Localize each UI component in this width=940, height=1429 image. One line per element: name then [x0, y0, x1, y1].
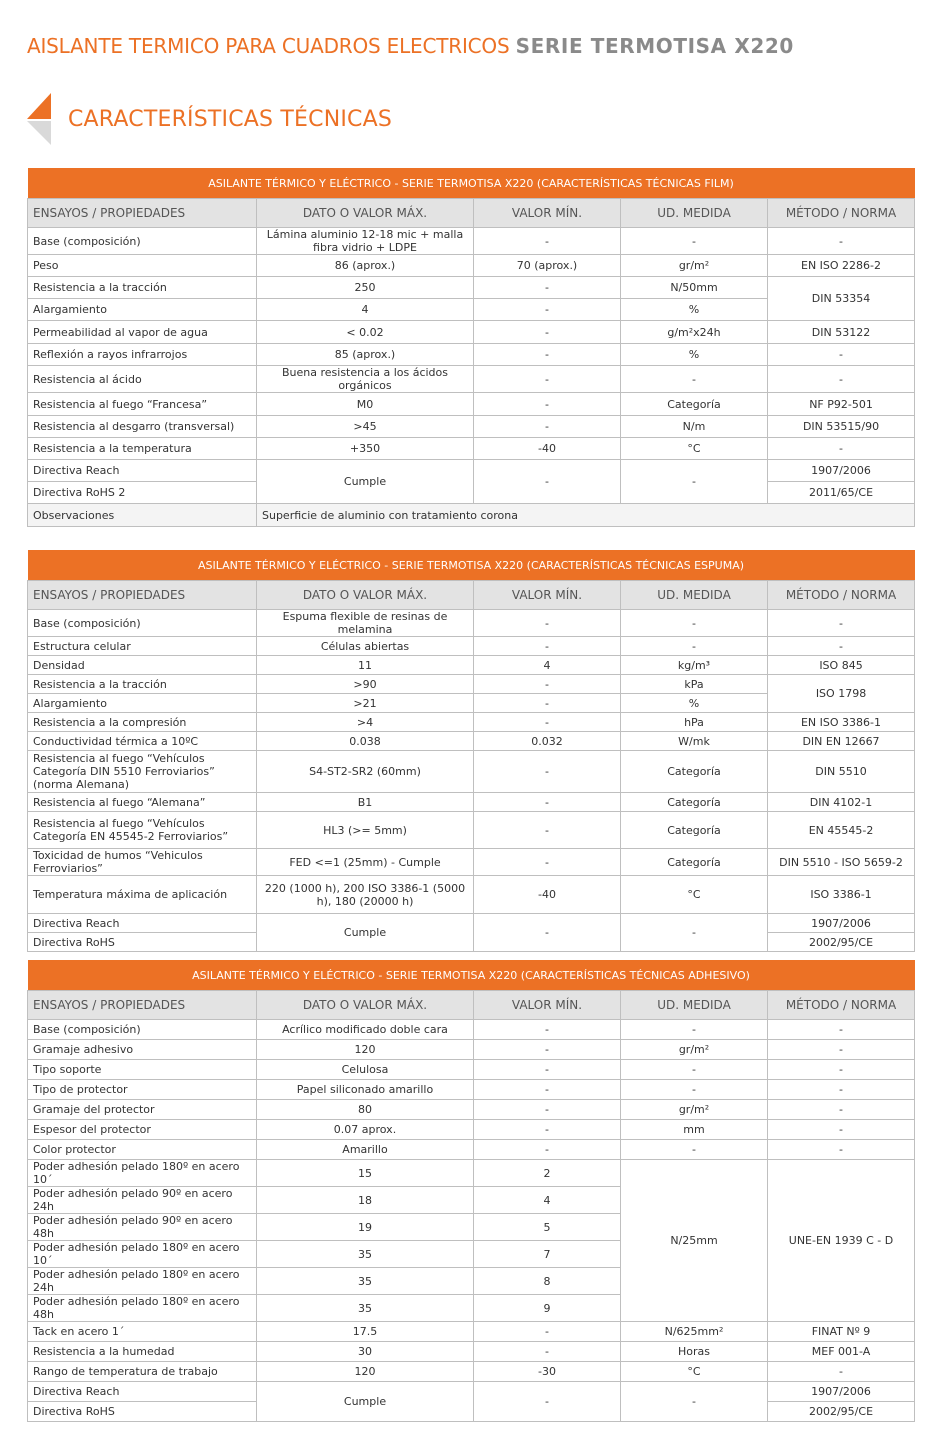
property-cell: Poder adhesión pelado 180º en acero 24h: [28, 1268, 257, 1295]
method-cell: -: [768, 228, 915, 255]
table-row: [28, 1040, 915, 1060]
property-cell: Tack en acero 1´: [28, 1322, 257, 1342]
value-min-cell: 5: [474, 1214, 621, 1241]
value-max-cell: Espuma flexible de resinas de melamina: [257, 610, 474, 637]
unit-cell: -: [621, 1382, 768, 1422]
property-cell: Resistencia al fuego “Vehículos Categoría EN 45545-2 Ferroviarios”: [28, 812, 257, 849]
unit-cell: Horas: [621, 1342, 768, 1362]
method-cell: 2002/95/CE: [768, 1402, 915, 1422]
column-header: DATO O VALOR MÁX.: [257, 991, 474, 1020]
value-min-cell: -40: [474, 876, 621, 914]
value-max-cell: HL3 (>= 5mm): [257, 812, 474, 849]
value-max-cell: M0: [257, 393, 474, 416]
property-cell: Alargamiento: [28, 694, 257, 713]
unit-cell: kPa: [621, 675, 768, 694]
header-title-series: SERIE TERMOTISA X220: [515, 34, 794, 58]
method-cell: 1907/2006: [768, 1382, 915, 1402]
table-row: [28, 460, 915, 482]
value-min-cell: -: [474, 1040, 621, 1060]
value-max-cell: 86 (aprox.): [257, 255, 474, 277]
table-row: [28, 1362, 915, 1382]
value-max-cell: 35: [257, 1241, 474, 1268]
value-max-cell: 11: [257, 656, 474, 675]
unit-cell: -: [621, 637, 768, 656]
column-header: ENSAYOS / PROPIEDADES: [28, 199, 257, 228]
method-cell: -: [768, 366, 915, 393]
method-cell: DIN EN 12667: [768, 732, 915, 751]
table-row: [28, 610, 915, 637]
value-max-cell: 30: [257, 1342, 474, 1362]
column-header: MÉTODO / NORMA: [768, 581, 915, 610]
value-min-cell: -: [474, 849, 621, 876]
property-cell: Gramaje adhesivo: [28, 1040, 257, 1060]
value-min-cell: -: [474, 1060, 621, 1080]
method-cell: -: [768, 1120, 915, 1140]
property-cell: Resistencia a la humedad: [28, 1342, 257, 1362]
unit-cell: kg/m³: [621, 656, 768, 675]
unit-cell: -: [621, 1020, 768, 1040]
unit-cell: %: [621, 694, 768, 713]
value-min-cell: -: [474, 277, 621, 299]
method-cell: -: [768, 1080, 915, 1100]
table-row: [28, 1020, 915, 1040]
property-cell: Resistencia al fuego “Vehículos Categoría DIN 5510 Ferroviarios” (norma Alemana): [28, 751, 257, 793]
column-header: MÉTODO / NORMA: [768, 199, 915, 228]
value-min-cell: -: [474, 344, 621, 366]
unit-cell: N/25mm: [621, 1160, 768, 1322]
unit-cell: -: [621, 1060, 768, 1080]
property-cell: Rango de temperatura de trabajo: [28, 1362, 257, 1382]
property-cell: Color protector: [28, 1140, 257, 1160]
property-cell: Poder adhesión pelado 180º en acero 10´: [28, 1241, 257, 1268]
table-row: [28, 321, 915, 344]
method-cell: -: [768, 1362, 915, 1382]
value-min-cell: -: [474, 299, 621, 321]
method-cell: DIN 53354: [768, 277, 915, 321]
method-cell: EN 45545-2: [768, 812, 915, 849]
property-cell: Espesor del protector: [28, 1120, 257, 1140]
spec-table-film: [27, 168, 915, 527]
value-max-cell: Lámina aluminio 12-18 mic + malla fibra vidrio + LDPE: [257, 228, 474, 255]
method-cell: EN ISO 2286-2: [768, 255, 915, 277]
value-max-cell: 17.5: [257, 1322, 474, 1342]
value-max-cell: 85 (aprox.): [257, 344, 474, 366]
unit-cell: -: [621, 228, 768, 255]
value-max-cell: +350: [257, 438, 474, 460]
property-cell: Base (composición): [28, 228, 257, 255]
value-min-cell: -: [474, 637, 621, 656]
value-max-cell: 35: [257, 1295, 474, 1322]
unit-cell: -: [621, 1080, 768, 1100]
method-cell: -: [768, 344, 915, 366]
unit-cell: -: [621, 366, 768, 393]
value-min-cell: -: [474, 751, 621, 793]
unit-cell: Categoría: [621, 751, 768, 793]
value-max-cell: Cumple: [257, 460, 474, 504]
property-cell: Directiva RoHS 2: [28, 482, 257, 504]
value-min-cell: -: [474, 228, 621, 255]
unit-cell: gr/m²: [621, 255, 768, 277]
value-min-cell: -: [474, 321, 621, 344]
method-cell: DIN 5510 - ISO 5659-2: [768, 849, 915, 876]
method-cell: DIN 5510: [768, 751, 915, 793]
value-max-cell: Acrílico modificado doble cara: [257, 1020, 474, 1040]
value-min-cell: 2: [474, 1160, 621, 1187]
value-min-cell: -30: [474, 1362, 621, 1382]
unit-cell: Categoría: [621, 393, 768, 416]
unit-cell: %: [621, 299, 768, 321]
value-max-cell: 120: [257, 1362, 474, 1382]
property-cell: Directiva Reach: [28, 1382, 257, 1402]
table-row: [28, 1160, 915, 1187]
property-cell: Toxicidad de humos “Vehiculos Ferroviarios”: [28, 849, 257, 876]
table-row: [28, 393, 915, 416]
value-min-cell: 70 (aprox.): [474, 255, 621, 277]
column-header: VALOR MÍN.: [474, 581, 621, 610]
table-row: [28, 277, 915, 299]
value-min-cell: -: [474, 416, 621, 438]
property-cell: Observaciones: [28, 504, 257, 527]
table-row: [28, 1322, 915, 1342]
table-row: [28, 1140, 915, 1160]
value-max-cell: >45: [257, 416, 474, 438]
value-max-cell: >21: [257, 694, 474, 713]
value-min-cell: -: [474, 914, 621, 952]
table-row: [28, 914, 915, 933]
unit-cell: -: [621, 1140, 768, 1160]
table-row: [28, 255, 915, 277]
value-max-cell: Buena resistencia a los ácidos orgánicos: [257, 366, 474, 393]
column-header: UD. MEDIDA: [621, 199, 768, 228]
method-cell: FINAT Nº 9: [768, 1322, 915, 1342]
method-cell: ISO 1798: [768, 675, 915, 713]
value-max-cell: 15: [257, 1160, 474, 1187]
table-row: [28, 1120, 915, 1140]
property-cell: Directiva Reach: [28, 914, 257, 933]
value-max-cell: 250: [257, 277, 474, 299]
table-row: [28, 228, 915, 255]
method-cell: -: [768, 438, 915, 460]
unit-cell: mm: [621, 1120, 768, 1140]
table-row: [28, 637, 915, 656]
property-cell: Poder adhesión pelado 180º en acero 10´: [28, 1160, 257, 1187]
column-header: MÉTODO / NORMA: [768, 991, 915, 1020]
value-max-cell: FED <=1 (25mm) - Cumple: [257, 849, 474, 876]
value-min-cell: -: [474, 393, 621, 416]
unit-cell: °C: [621, 876, 768, 914]
value-max-cell: 80: [257, 1100, 474, 1120]
table-row: [28, 793, 915, 812]
value-min-cell: -: [474, 1100, 621, 1120]
method-cell: -: [768, 1040, 915, 1060]
unit-cell: N/50mm: [621, 277, 768, 299]
unit-cell: gr/m²: [621, 1100, 768, 1120]
column-header: UD. MEDIDA: [621, 991, 768, 1020]
unit-cell: -: [621, 610, 768, 637]
unit-cell: g/m²x24h: [621, 321, 768, 344]
unit-cell: -: [621, 914, 768, 952]
property-cell: Resistencia a la tracción: [28, 675, 257, 694]
property-cell: Poder adhesión pelado 90º en acero 24h: [28, 1187, 257, 1214]
value-min-cell: -: [474, 366, 621, 393]
value-min-cell: -: [474, 610, 621, 637]
method-cell: UNE-EN 1939 C - D: [768, 1160, 915, 1322]
method-cell: NF P92-501: [768, 393, 915, 416]
value-max-cell: Celulosa: [257, 1060, 474, 1080]
value-max-cell: 120: [257, 1040, 474, 1060]
value-max-cell: >4: [257, 713, 474, 732]
property-cell: Resistencia a la temperatura: [28, 438, 257, 460]
unit-cell: gr/m²: [621, 1040, 768, 1060]
value-max-cell: < 0.02: [257, 321, 474, 344]
value-min-cell: 0.032: [474, 732, 621, 751]
property-cell: Resistencia al ácido: [28, 366, 257, 393]
method-cell: 2002/95/CE: [768, 933, 915, 952]
column-header: UD. MEDIDA: [621, 581, 768, 610]
observations-cell: Superficie de aluminio con tratamiento corona: [257, 504, 915, 527]
value-min-cell: -: [474, 694, 621, 713]
value-min-cell: 4: [474, 1187, 621, 1214]
value-max-cell: Cumple: [257, 914, 474, 952]
table-title: ASILANTE TÉRMICO Y ELÉCTRICO - SERIE TERMOTISA X220 (CARACTERÍSTICAS TÉCNICAS ADHESIVO): [28, 960, 915, 991]
column-header: VALOR MÍN.: [474, 199, 621, 228]
value-min-cell: -: [474, 1140, 621, 1160]
unit-cell: Categoría: [621, 849, 768, 876]
property-cell: Tipo soporte: [28, 1060, 257, 1080]
section-triangle-icon: [27, 93, 51, 145]
method-cell: MEF 001-A: [768, 1342, 915, 1362]
value-min-cell: -: [474, 1322, 621, 1342]
property-cell: Resistencia al fuego “Alemana”: [28, 793, 257, 812]
method-cell: ISO 3386-1: [768, 876, 915, 914]
unit-cell: Categoría: [621, 793, 768, 812]
value-max-cell: S4-ST2-SR2 (60mm): [257, 751, 474, 793]
method-cell: 2011/65/CE: [768, 482, 915, 504]
property-cell: Tipo de protector: [28, 1080, 257, 1100]
value-max-cell: 18: [257, 1187, 474, 1214]
property-cell: Temperatura máxima de aplicación: [28, 876, 257, 914]
table-row: [28, 656, 915, 675]
property-cell: Alargamiento: [28, 299, 257, 321]
section-title: CARACTERÍSTICAS TÉCNICAS: [68, 107, 393, 132]
unit-cell: W/mk: [621, 732, 768, 751]
column-header: DATO O VALOR MÁX.: [257, 199, 474, 228]
column-header: ENSAYOS / PROPIEDADES: [28, 991, 257, 1020]
method-cell: -: [768, 1060, 915, 1080]
method-cell: -: [768, 637, 915, 656]
unit-cell: -: [621, 460, 768, 504]
table-row: [28, 1060, 915, 1080]
unit-cell: °C: [621, 1362, 768, 1382]
unit-cell: hPa: [621, 713, 768, 732]
table-title: ASILANTE TÉRMICO Y ELÉCTRICO - SERIE TERMOTISA X220 (CARACTERÍSTICAS TÉCNICAS ESPUMA): [28, 550, 915, 581]
table-row: [28, 504, 915, 527]
method-cell: DIN 53515/90: [768, 416, 915, 438]
method-cell: 1907/2006: [768, 460, 915, 482]
value-max-cell: Células abiertas: [257, 637, 474, 656]
table-row: [28, 438, 915, 460]
property-cell: Resistencia al desgarro (transversal): [28, 416, 257, 438]
method-cell: -: [768, 1140, 915, 1160]
unit-cell: N/m: [621, 416, 768, 438]
table-row: [28, 1100, 915, 1120]
value-max-cell: 0.07 aprox.: [257, 1120, 474, 1140]
property-cell: Directiva Reach: [28, 460, 257, 482]
method-cell: DIN 53122: [768, 321, 915, 344]
property-cell: Densidad: [28, 656, 257, 675]
table-row: [28, 1342, 915, 1362]
value-max-cell: 4: [257, 299, 474, 321]
value-min-cell: 9: [474, 1295, 621, 1322]
unit-cell: N/625mm²: [621, 1322, 768, 1342]
value-max-cell: 220 (1000 h), 200 ISO 3386-1 (5000 h), 180 (20000 h): [257, 876, 474, 914]
table-row: [28, 675, 915, 694]
unit-cell: Categoría: [621, 812, 768, 849]
value-min-cell: 8: [474, 1268, 621, 1295]
table-row: [28, 366, 915, 393]
unit-cell: %: [621, 344, 768, 366]
value-min-cell: -: [474, 713, 621, 732]
value-min-cell: -: [474, 675, 621, 694]
unit-cell: °C: [621, 438, 768, 460]
table-row: [28, 416, 915, 438]
property-cell: Resistencia a la tracción: [28, 277, 257, 299]
value-min-cell: -: [474, 812, 621, 849]
method-cell: 1907/2006: [768, 914, 915, 933]
method-cell: -: [768, 610, 915, 637]
page-header: [27, 34, 794, 58]
value-min-cell: -: [474, 1382, 621, 1422]
spec-table-adhesive: [27, 960, 915, 1422]
method-cell: DIN 4102-1: [768, 793, 915, 812]
value-max-cell: >90: [257, 675, 474, 694]
value-min-cell: -: [474, 1080, 621, 1100]
value-max-cell: Cumple: [257, 1382, 474, 1422]
table-row: [28, 713, 915, 732]
property-cell: Conductividad térmica a 10ºC: [28, 732, 257, 751]
value-min-cell: -: [474, 1120, 621, 1140]
property-cell: Base (composición): [28, 610, 257, 637]
table-row: [28, 849, 915, 876]
column-header: ENSAYOS / PROPIEDADES: [28, 581, 257, 610]
table-row: [28, 812, 915, 849]
value-min-cell: -40: [474, 438, 621, 460]
value-max-cell: B1: [257, 793, 474, 812]
property-cell: Directiva RoHS: [28, 1402, 257, 1422]
property-cell: Base (composición): [28, 1020, 257, 1040]
method-cell: -: [768, 1020, 915, 1040]
value-max-cell: Amarillo: [257, 1140, 474, 1160]
method-cell: ISO 845: [768, 656, 915, 675]
table-row: [28, 876, 915, 914]
property-cell: Resistencia a la compresión: [28, 713, 257, 732]
property-cell: Peso: [28, 255, 257, 277]
method-cell: -: [768, 1100, 915, 1120]
header-title-main: AISLANTE TERMICO PARA CUADROS ELECTRICOS: [27, 34, 510, 58]
spec-table-foam: [27, 550, 915, 952]
column-header: DATO O VALOR MÁX.: [257, 581, 474, 610]
property-cell: Poder adhesión pelado 90º en acero 48h: [28, 1214, 257, 1241]
value-min-cell: 7: [474, 1241, 621, 1268]
property-cell: Permeabilidad al vapor de agua: [28, 321, 257, 344]
value-min-cell: 4: [474, 656, 621, 675]
value-max-cell: Papel siliconado amarillo: [257, 1080, 474, 1100]
value-min-cell: -: [474, 460, 621, 504]
column-header: VALOR MÍN.: [474, 991, 621, 1020]
table-row: [28, 1382, 915, 1402]
method-cell: EN ISO 3386-1: [768, 713, 915, 732]
value-max-cell: 19: [257, 1214, 474, 1241]
table-title: ASILANTE TÉRMICO Y ELÉCTRICO - SERIE TERMOTISA X220 (CARACTERÍSTICAS TÉCNICAS FILM): [28, 168, 915, 199]
value-min-cell: -: [474, 1020, 621, 1040]
property-cell: Directiva RoHS: [28, 933, 257, 952]
property-cell: Resistencia al fuego “Francesa”: [28, 393, 257, 416]
property-cell: Estructura celular: [28, 637, 257, 656]
table-row: [28, 344, 915, 366]
property-cell: Reflexión a rayos infrarrojos: [28, 344, 257, 366]
value-min-cell: -: [474, 793, 621, 812]
table-row: [28, 751, 915, 793]
value-max-cell: 35: [257, 1268, 474, 1295]
property-cell: Gramaje del protector: [28, 1100, 257, 1120]
table-row: [28, 732, 915, 751]
value-min-cell: -: [474, 1342, 621, 1362]
table-row: [28, 1080, 915, 1100]
property-cell: Poder adhesión pelado 180º en acero 48h: [28, 1295, 257, 1322]
value-max-cell: 0.038: [257, 732, 474, 751]
